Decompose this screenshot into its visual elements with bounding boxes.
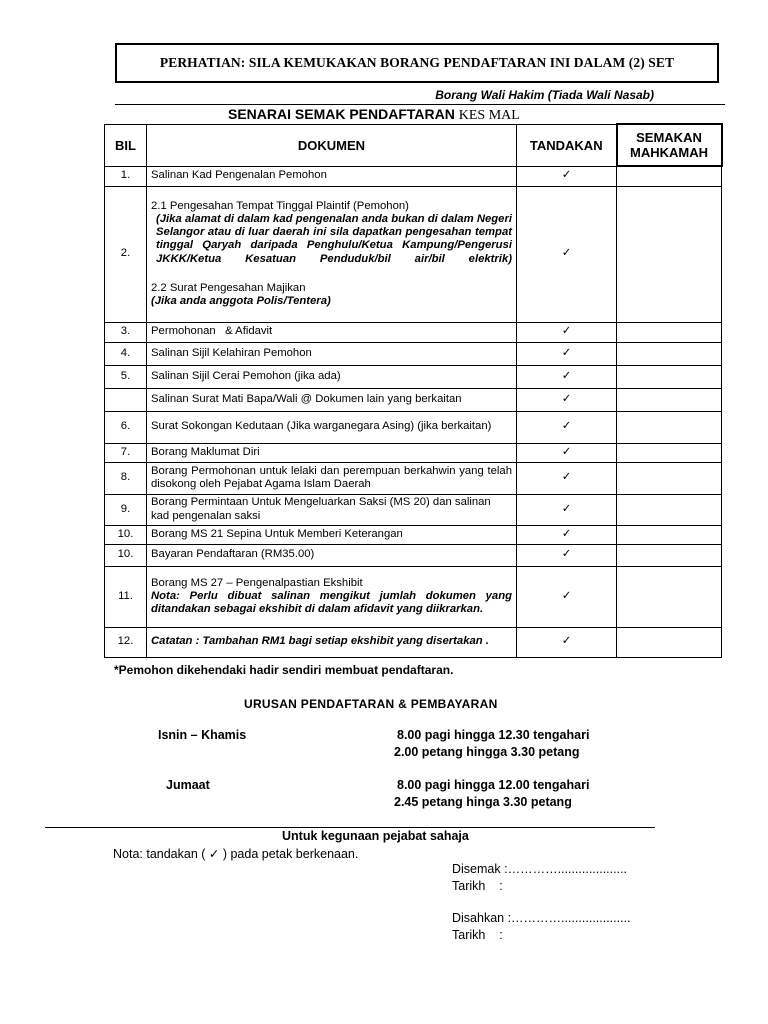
- semakan-cell[interactable]: [617, 322, 722, 342]
- row-document: Bayaran Pendaftaran (RM35.00): [147, 544, 517, 566]
- semakan-cell[interactable]: [617, 494, 722, 525]
- table-row: [105, 186, 722, 322]
- row-document: Borang Permintaan Untuk Mengeluarkan Saksi (MS 20) dan salinan kad pengenalan saksi: [147, 494, 517, 525]
- table-header-row: [105, 124, 722, 166]
- table-row: [105, 365, 722, 388]
- row-bil: 10.: [105, 544, 147, 566]
- nota-text: Nota: tandakan ( ✓ ) pada petak berkenaan.: [113, 847, 359, 861]
- row-note: (Jika alamat di dalam kad pengenalan anda bukan di dalam Negeri Selangor atau di luar daerah ini sila dapatkan pengesahan tempat tinggal Qaryah daripada Penghulu/Ketua Kampung/Pengerusi JKKK/Ketua Kesatuan Penduduk/bil air/bil elektrik): [156, 212, 512, 265]
- row-bil: 9.: [105, 494, 147, 525]
- disemak-field[interactable]: Disemak :…………....................: [452, 862, 628, 876]
- header-dokumen: DOKUMEN: [147, 124, 517, 166]
- row-bil: 6.: [105, 411, 147, 443]
- header-semakan: SEMAKAN MAHKAMAH: [617, 124, 722, 166]
- row-bil: 10.: [105, 525, 147, 544]
- row-document: Surat Sokongan Kedutaan (Jika warganegara Asing) (jika berkaitan): [147, 411, 517, 443]
- divider: [115, 104, 725, 105]
- row-bil: 12.: [105, 627, 147, 657]
- tick-mark: ✓: [517, 566, 617, 627]
- notice-banner: PERHATIAN: SILA KEMUKAKAN BORANG PENDAFTARAN INI DALAM (2) SET: [115, 43, 719, 83]
- semakan-cell[interactable]: [617, 388, 722, 411]
- table-row: [105, 342, 722, 365]
- semakan-cell[interactable]: [617, 166, 722, 186]
- row-line: 2.2 Surat Pengesahan Majikan: [151, 281, 306, 294]
- row-document: Salinan Sijil Kelahiran Pemohon: [147, 342, 517, 365]
- row-document: [147, 186, 517, 322]
- tarikh-field[interactable]: Tarikh :: [452, 928, 503, 942]
- table-row: [105, 443, 722, 462]
- form-name: Borang Wali Hakim (Tiada Wali Nasab): [435, 88, 654, 102]
- table-row: [105, 627, 722, 657]
- semakan-cell[interactable]: [617, 525, 722, 544]
- tick-mark: ✓: [517, 443, 617, 462]
- footnote: *Pemohon dikehendaki hadir sendiri membuat pendaftaran.: [114, 663, 454, 677]
- tick-mark: ✓: [517, 411, 617, 443]
- table-row: [105, 544, 722, 566]
- semakan-cell[interactable]: [617, 411, 722, 443]
- table-row: [105, 494, 722, 525]
- title-text: SENARAI SEMAK PENDAFTARAN: [228, 106, 455, 122]
- tarikh-field[interactable]: Tarikh :: [452, 879, 503, 893]
- table-row: [105, 525, 722, 544]
- row-document: [147, 566, 517, 627]
- semakan-cell[interactable]: [617, 544, 722, 566]
- semakan-cell[interactable]: [617, 566, 722, 627]
- row-bil: 2.: [105, 186, 147, 322]
- weekday-label: Isnin – Khamis: [158, 728, 247, 742]
- row-bil: 8.: [105, 462, 147, 494]
- row-note: Nota: Perlu dibuat salinan mengikut jumlah dokumen yang ditandakan sebagai ekshibit di dalam afidavit yang diikrarkan.: [151, 589, 512, 616]
- urusan-title: URUSAN PENDAFTARAN & PEMBAYARAN: [244, 697, 498, 711]
- friday-hours-1: 8.00 pagi hingga 12.00 tengahari: [397, 778, 590, 792]
- table-row: [105, 322, 722, 342]
- semakan-cell[interactable]: [617, 627, 722, 657]
- friday-label: Jumaat: [166, 778, 210, 792]
- header-tandakan: TANDAKAN: [517, 124, 617, 166]
- semakan-cell[interactable]: [617, 443, 722, 462]
- tick-mark: ✓: [517, 627, 617, 657]
- tick-mark: ✓: [517, 166, 617, 186]
- weekday-hours-1: 8.00 pagi hingga 12.30 tengahari: [397, 728, 590, 742]
- tick-mark: ✓: [517, 365, 617, 388]
- row-note: (Jika anda anggota Polis/Tentera): [151, 295, 331, 307]
- row-note: Catatan : Tambahan RM1 bagi setiap ekshibit yang disertakan .: [147, 627, 517, 657]
- row-line: 2.1 Pengesahan Tempat Tinggal Plaintif (Pemohon): [151, 199, 409, 212]
- office-use-title: Untuk kegunaan pejabat sahaja: [282, 829, 469, 843]
- divider: [45, 827, 655, 828]
- tick-mark: ✓: [517, 342, 617, 365]
- row-bil: 5.: [105, 365, 147, 388]
- row-document: Salinan Kad Pengenalan Pemohon: [147, 166, 517, 186]
- semakan-cell[interactable]: [617, 462, 722, 494]
- tick-mark: ✓: [517, 494, 617, 525]
- weekday-hours-2: 2.00 petang hingga 3.30 petang: [394, 745, 580, 759]
- row-bil: 11.: [105, 566, 147, 627]
- row-document: Salinan Sijil Cerai Pemohon (jika ada): [147, 365, 517, 388]
- row-document: Borang Permohonan untuk lelaki dan perempuan berkahwin yang telah disokong oleh Pejabat Agama Islam Daerah: [147, 462, 517, 494]
- semakan-cell[interactable]: [617, 342, 722, 365]
- row-document: Permohonan & Afidavit: [147, 322, 517, 342]
- tick-mark: ✓: [517, 388, 617, 411]
- disahkan-field[interactable]: Disahkan :…………....................: [452, 911, 631, 925]
- table-row: [105, 388, 722, 411]
- tick-mark: ✓: [517, 462, 617, 494]
- row-line: Borang MS 27 – Pengenalpastian Ekshibit: [151, 576, 363, 589]
- page-title: [228, 106, 520, 124]
- row-document: Borang Maklumat Diri: [147, 443, 517, 462]
- row-bil: 7.: [105, 443, 147, 462]
- row-bil: [105, 388, 147, 411]
- semakan-cell[interactable]: [617, 365, 722, 388]
- semakan-cell[interactable]: [617, 186, 722, 322]
- tick-mark: ✓: [517, 525, 617, 544]
- table-row: [105, 166, 722, 186]
- tick-mark: ✓: [517, 322, 617, 342]
- friday-hours-2: 2.45 petang hinga 3.30 petang: [394, 795, 572, 809]
- header-bil: BIL: [105, 124, 147, 166]
- row-document: Salinan Surat Mati Bapa/Wali @ Dokumen lain yang berkaitan: [147, 388, 517, 411]
- tick-mark: ✓: [517, 186, 617, 322]
- title-suffix: KES MAL: [458, 108, 520, 123]
- tick-mark: ✓: [517, 544, 617, 566]
- table-row: [105, 462, 722, 494]
- table-row: [105, 566, 722, 627]
- row-document: Borang MS 21 Sepina Untuk Memberi Keterangan: [147, 525, 517, 544]
- row-bil: 1.: [105, 166, 147, 186]
- row-bil: 3.: [105, 322, 147, 342]
- row-bil: 4.: [105, 342, 147, 365]
- checklist-table: [104, 123, 723, 658]
- table-row: [105, 411, 722, 443]
